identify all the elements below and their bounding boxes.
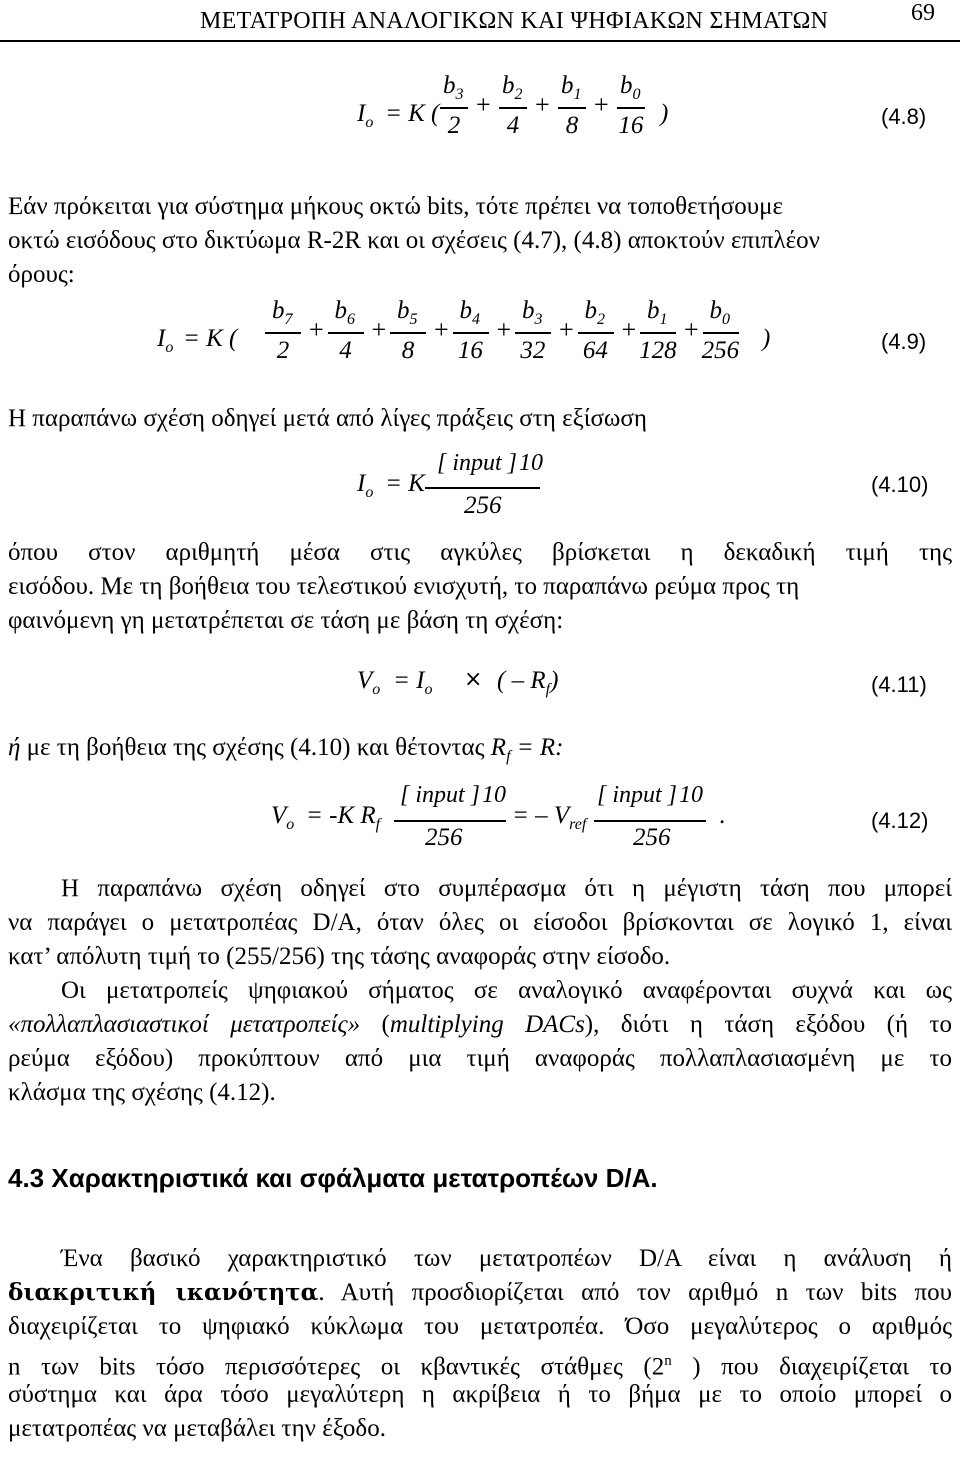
fraction-denominator: 2 bbox=[447, 112, 461, 139]
plus-sign: + bbox=[535, 90, 550, 119]
text-line: να παράγει ο μετατροπέας D/A, όταν όλες οι είσοδοι βρίσκονται σε λογικό 1, είναι bbox=[8, 909, 952, 936]
text-line: ρεύμα εξόδου) προκύπτουν από μια τιμή αναφοράς πολλαπλασιασμένη με το bbox=[8, 1045, 952, 1072]
section-heading: 4.3 Χαρακτηριστικά και σφάλματα μετατροπέων D/A. bbox=[8, 1163, 658, 1193]
fraction-denominator: 4 bbox=[506, 112, 520, 139]
fraction-bar bbox=[703, 332, 739, 334]
text-line: διαχειρίζεται το ψηφιακό κύκλωμα του μετατροπέα. Όσο μεγαλύτερος ο αριθμός bbox=[8, 1313, 952, 1340]
fraction-bar bbox=[515, 332, 551, 334]
fraction-numerator: $b_3$ bbox=[443, 72, 464, 103]
fraction-denominator: 16 bbox=[457, 337, 483, 364]
eq-minus-vref: = – $V_{ref}$ bbox=[512, 802, 587, 833]
fraction-numerator: [ input ]10 bbox=[400, 782, 507, 808]
text-line: n των bits τόσο περισσότερες οι κβαντικές στάθμες (2$^n$ ) που διαχειρίζεται το bbox=[8, 1353, 953, 1381]
text-line: όπου στον αριθμητή μέσα στις αγκύλες βρίσκεται η δεκαδική τιμή της bbox=[8, 539, 952, 566]
text-line: Ένα βασικό χαρακτηριστικό των μετατροπέων D/A είναι η ανάλυση ή bbox=[61, 1245, 952, 1272]
paragraph-numerator-meaning bbox=[8, 536, 952, 638]
plus-sign: + bbox=[371, 315, 387, 344]
equation-4-9 bbox=[0, 295, 960, 385]
paragraph-max-voltage bbox=[8, 872, 952, 974]
fraction-numerator: $b_3$ bbox=[522, 297, 543, 328]
fraction-numerator: [ input ]10 bbox=[437, 450, 544, 476]
fraction-bar bbox=[578, 332, 614, 334]
text-line: Οι μετατροπείς ψηφιακού σήματος σε αναλογικό αναφέρονται συχνά και ως bbox=[61, 977, 952, 1004]
text-line: Η παραπάνω σχέση οδηγεί στο συμπέρασμα ότι η μέγιστη τάση που μπορεί bbox=[61, 875, 952, 902]
header-rule bbox=[0, 40, 960, 42]
text-line: κλάσμα της σχέσης (4.12). bbox=[8, 1079, 276, 1106]
text-line: όρους: bbox=[8, 261, 75, 288]
plus-sign: + bbox=[496, 315, 512, 344]
eq-close-paren: ) bbox=[762, 325, 771, 352]
text-line: μετατροπέας να μεταβάλει την έξοδο. bbox=[8, 1415, 386, 1442]
period: . bbox=[719, 802, 726, 829]
fraction-numerator: $b_0$ bbox=[709, 297, 730, 328]
equation-4-11 bbox=[0, 662, 960, 712]
fraction-numerator: $b_4$ bbox=[459, 297, 480, 328]
fraction-denominator: 8 bbox=[565, 112, 579, 139]
fraction-bar bbox=[394, 820, 506, 822]
fraction-denominator: 8 bbox=[401, 337, 415, 364]
equation-number: (4.10) bbox=[871, 472, 929, 497]
fraction-numerator: [ input ]10 bbox=[597, 782, 704, 808]
plus-sign: + bbox=[434, 315, 449, 344]
times-sign: × bbox=[464, 667, 483, 692]
fraction-denominator: 256 bbox=[701, 337, 740, 364]
equation-number: (4.8) bbox=[881, 104, 927, 129]
text-line: οκτώ εισόδους στο δικτύωμα R-2R και οι σχέσεις (4.7), (4.8) αποκτούν επιπλέον bbox=[8, 227, 820, 254]
paragraph-resolution bbox=[8, 1242, 952, 1446]
eq-close-paren: ) bbox=[660, 100, 669, 127]
eq-equals-k: = K ( bbox=[183, 325, 238, 352]
eq-minus-k-rf: = -K $R_f$ bbox=[306, 802, 381, 833]
equation-4-8 bbox=[0, 70, 960, 160]
eq-lhs: $I_o$ bbox=[357, 470, 374, 501]
equation-number: (4.12) bbox=[871, 808, 929, 833]
equation-number: (4.9) bbox=[881, 329, 927, 354]
fraction-denominator: 4 bbox=[339, 337, 352, 364]
fraction-bar bbox=[440, 107, 468, 109]
running-header: ΜΕΤΑΤΡΟΠΗ ΑΝΑΛΟΓΙΚΩΝ ΚΑΙ ΨΗΦΙΑΚΩΝ ΣΗΜΑΤΩΝ bbox=[200, 8, 829, 34]
eq-equals-k: = K ( bbox=[385, 100, 440, 127]
plus-sign: + bbox=[594, 90, 609, 119]
text-line: ή με τη βοήθεια της σχέσης (4.10) και θέτοντας $R_f = R$: bbox=[8, 734, 564, 765]
fraction-bar bbox=[594, 820, 706, 822]
fraction-numerator: $b_2$ bbox=[584, 297, 605, 328]
text-line: «πολλαπλασιαστικοί μετατροπείς» (multiplying DACs), διότι η τάση εξόδου (ή το bbox=[8, 1011, 952, 1038]
equation-number: (4.11) bbox=[871, 672, 927, 697]
text-line: φαινόμενη γη μετατρέπεται σε τάση με βάση τη σχέση: bbox=[8, 607, 564, 634]
paragraph-leads-to bbox=[8, 402, 952, 436]
eq-equals-io: = $I_o$ bbox=[393, 667, 433, 698]
text-line: κατ’ απόλυτη τιμή το (255/256) της τάσης αναφοράς στην είσοδο. bbox=[8, 943, 671, 970]
fraction-denominator: 256 bbox=[425, 824, 463, 851]
plus-sign: + bbox=[476, 90, 491, 119]
text-line: διακριτική ικανότητα. Αυτή προσδιορίζεται από τον αριθμό n των bits που bbox=[8, 1279, 952, 1306]
fraction-bar bbox=[617, 107, 645, 109]
eq-minus-rf: ( – $R_f$) bbox=[497, 667, 559, 698]
eq-lhs: $V_o$ bbox=[271, 802, 295, 833]
plus-sign: + bbox=[684, 315, 699, 344]
fraction-numerator: $b_1$ bbox=[561, 72, 582, 103]
fraction-numerator: $b_5$ bbox=[397, 297, 418, 328]
plus-sign: + bbox=[309, 315, 324, 344]
fraction-denominator: 2 bbox=[276, 337, 290, 364]
eq-lhs: $V_o$ bbox=[357, 667, 381, 698]
paragraph-setting-rf bbox=[8, 731, 952, 765]
fraction-denominator: 64 bbox=[582, 337, 608, 364]
fraction-denominator: 32 bbox=[520, 337, 546, 364]
fraction-numerator: $b_2$ bbox=[502, 72, 523, 103]
paragraph-multiplying-dacs bbox=[8, 974, 952, 1110]
fraction-numerator: $b_7$ bbox=[272, 297, 293, 328]
fraction-numerator: $b_1$ bbox=[647, 297, 668, 328]
paragraph-bits bbox=[8, 190, 952, 292]
equation-4-12 bbox=[0, 780, 960, 860]
eq-equals-k: = K bbox=[385, 470, 425, 497]
fraction-bar bbox=[265, 332, 301, 334]
plus-sign: + bbox=[559, 315, 574, 344]
fraction-denominator: 128 bbox=[639, 337, 677, 364]
eq-lhs: $I_o$ bbox=[357, 100, 374, 131]
fraction-bar bbox=[425, 487, 540, 489]
fraction-numerator: $b_0$ bbox=[620, 72, 641, 103]
fraction-bar bbox=[453, 332, 489, 334]
text-line: σύστημα και άρα τόσο μεγαλύτερη η ακρίβεια ή το βήμα με το οποίο μπορεί ο bbox=[8, 1381, 952, 1408]
fraction-numerator: $b_6$ bbox=[334, 297, 355, 328]
equation-4-10 bbox=[0, 450, 960, 530]
text-line: Εάν πρόκειται για σύστημα μήκους οκτώ bits, τότε πρέπει να τοποθετήσουμε bbox=[8, 193, 784, 220]
fraction-bar bbox=[328, 332, 364, 334]
fraction-bar bbox=[558, 107, 586, 109]
fraction-bar bbox=[640, 332, 676, 334]
text-line: εισόδου. Με τη βοήθεια του τελεστικού ενισχυτή, το παραπάνω ρεύμα προς τη bbox=[8, 573, 800, 600]
fraction-denominator: 256 bbox=[633, 824, 671, 851]
text-line: Η παραπάνω σχέση οδηγεί μετά από λίγες πράξεις στη εξίσωση bbox=[8, 405, 647, 432]
eq-lhs: $I_o$ bbox=[157, 325, 174, 356]
fraction-denominator: 256 bbox=[464, 492, 502, 519]
plus-sign: + bbox=[621, 315, 637, 344]
page-number: 69 bbox=[911, 0, 935, 26]
fraction-bar bbox=[390, 332, 426, 334]
fraction-bar bbox=[499, 107, 527, 109]
fraction-denominator: 16 bbox=[618, 112, 644, 139]
